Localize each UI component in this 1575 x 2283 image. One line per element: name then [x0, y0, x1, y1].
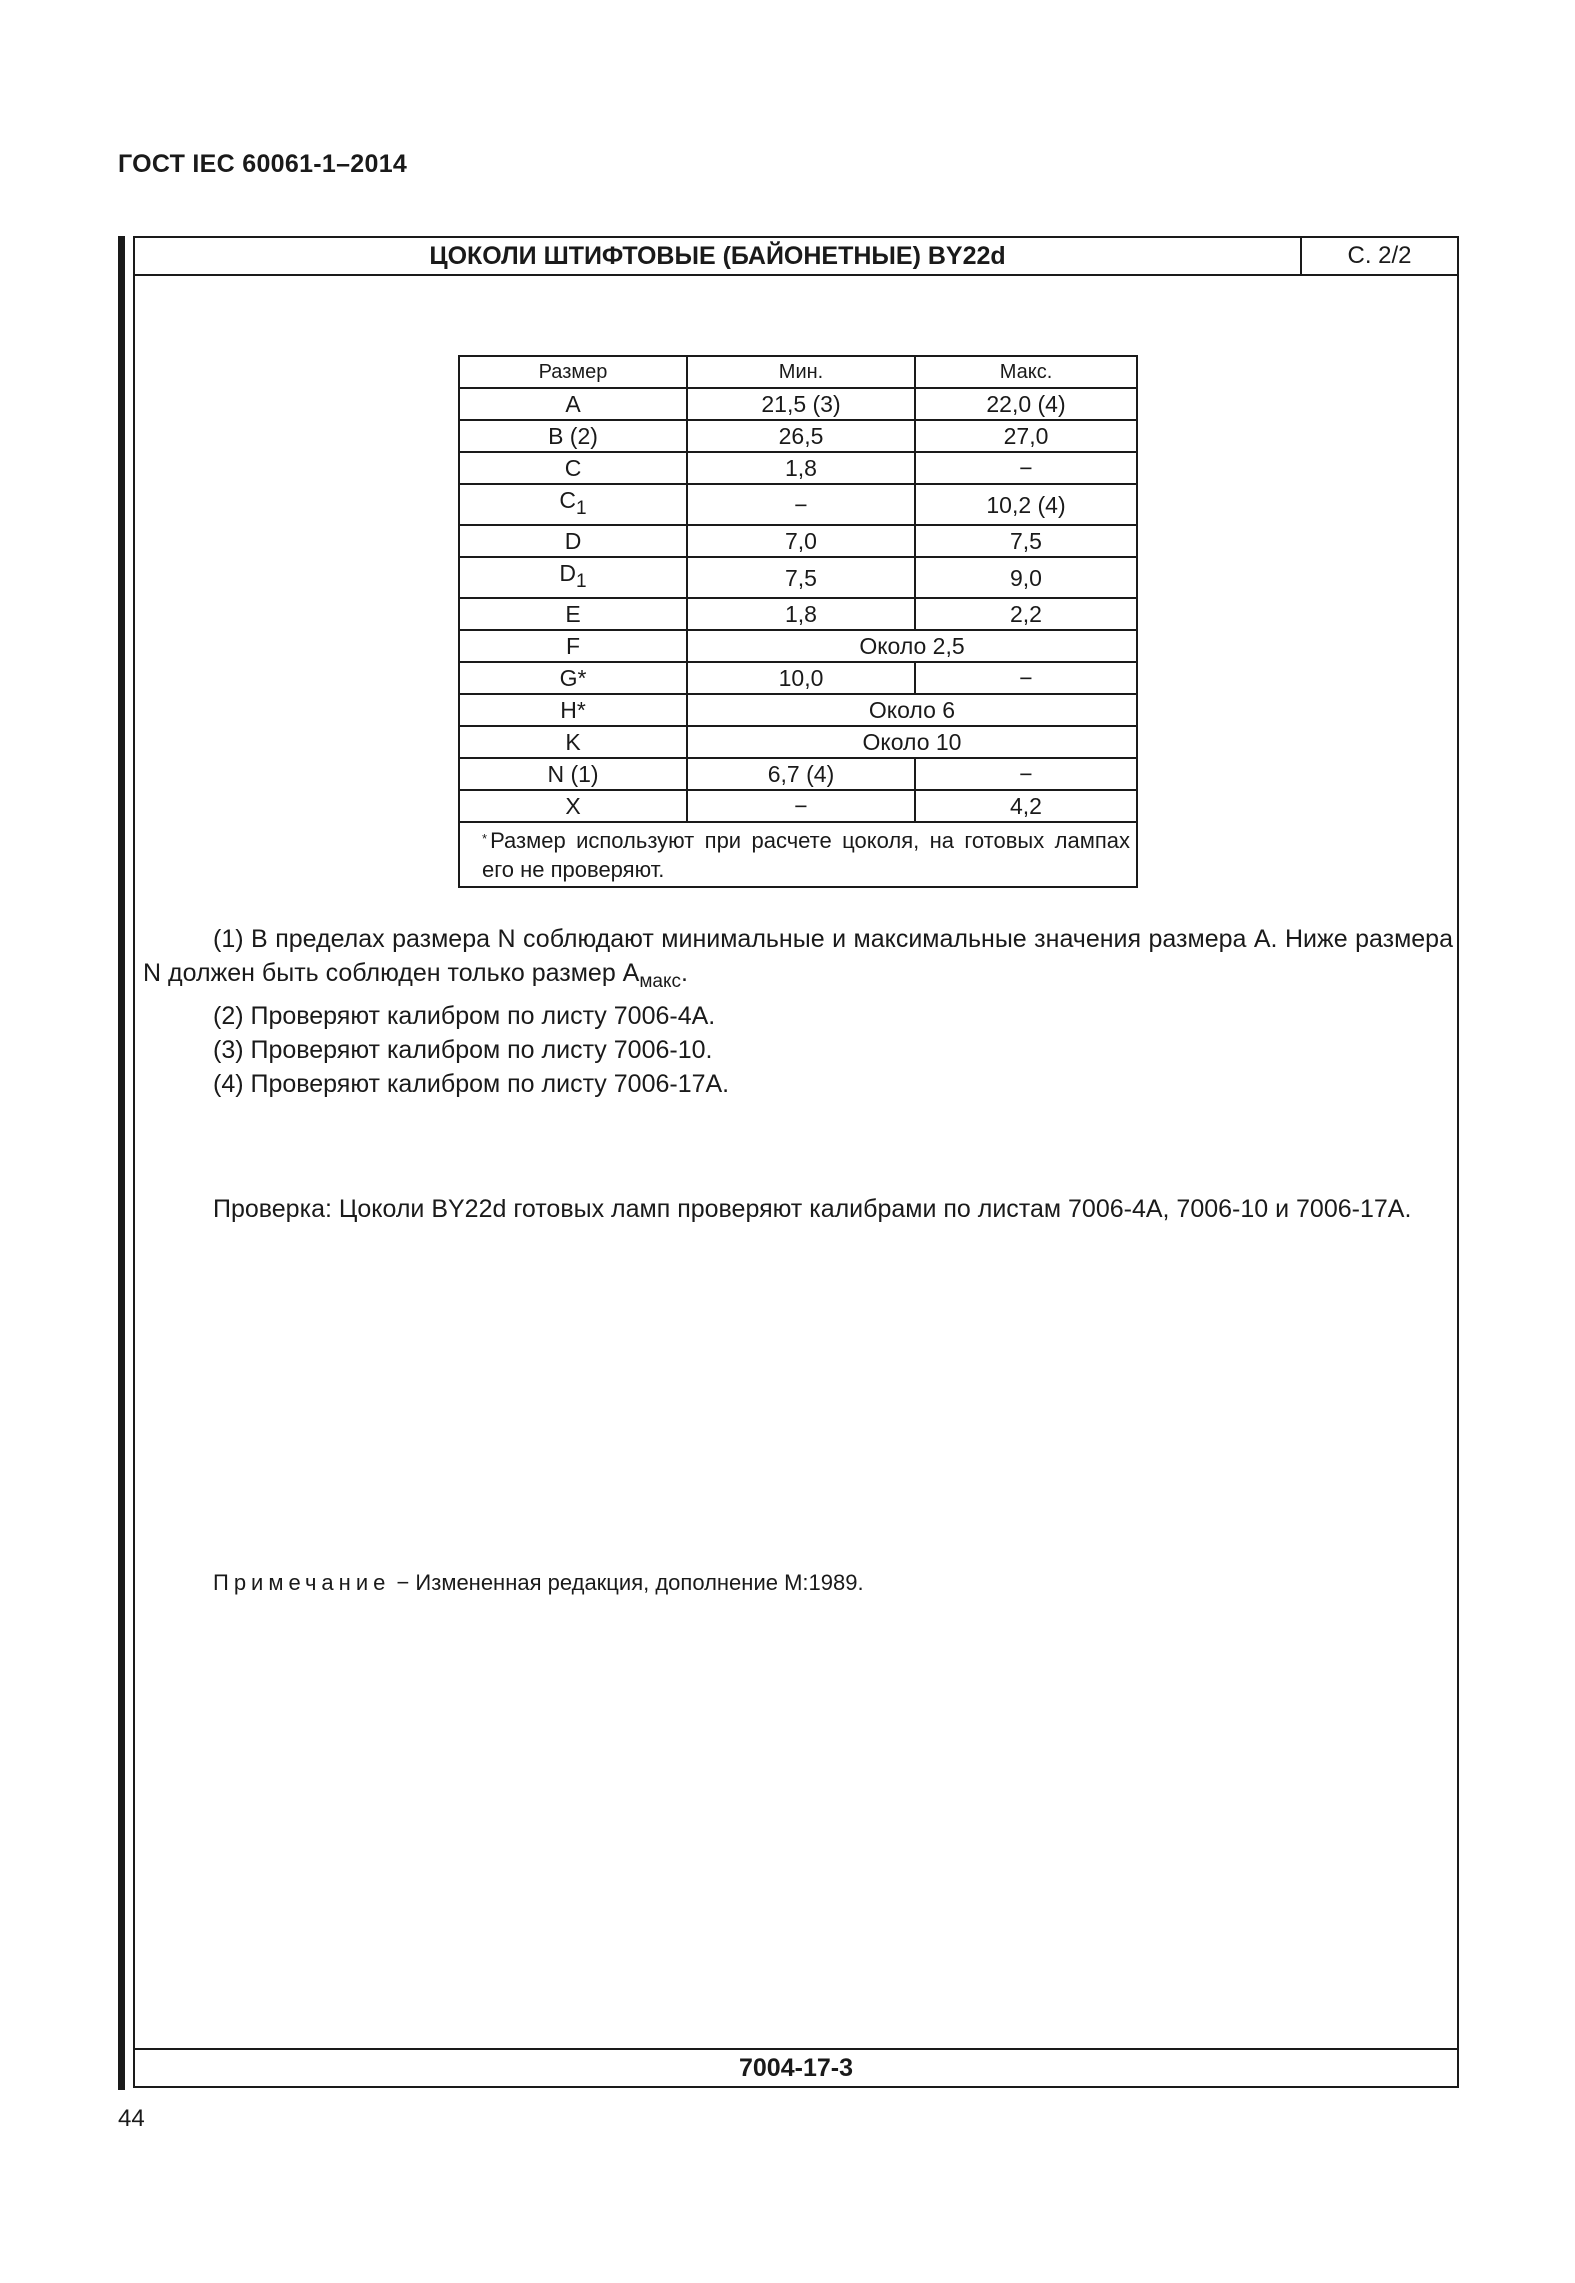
footnote-2: (2) Проверяют калибром по листу 7006-4A. — [213, 1002, 716, 1030]
dim-cell — [459, 557, 687, 598]
max-cell: 4,2 — [915, 790, 1137, 822]
merged-cell: Около 10 — [687, 726, 1137, 758]
sheet-title-row — [135, 238, 1457, 276]
min-cell: − — [687, 484, 915, 525]
footnote-1-text: (1) В пределах размера N соблюдают минимальные и максимальные значения размера A. Ниже размера N должен быть соблюден только размер A — [143, 925, 1453, 987]
table-row — [459, 726, 1137, 758]
table-row — [459, 694, 1137, 726]
table-row — [459, 598, 1137, 630]
dim-cell: D — [459, 525, 687, 557]
max-cell: 2,2 — [915, 598, 1137, 630]
table-row — [459, 452, 1137, 484]
dim-cell: C — [459, 452, 687, 484]
dim-subscript: 1 — [576, 498, 587, 519]
document-code: ГОСТ IEC 60061-1–2014 — [118, 150, 408, 178]
min-cell: 1,8 — [687, 452, 915, 484]
remark-label: Примечание — [213, 1570, 391, 1595]
dim-cell: X — [459, 790, 687, 822]
sheet-title: ЦОКОЛИ ШТИФТОВЫЕ (БАЙОНЕТНЫЕ) BY22d — [429, 242, 1006, 270]
max-cell: 10,2 (4) — [915, 484, 1137, 525]
table-header-row — [459, 356, 1137, 388]
min-cell: 7,0 — [687, 525, 915, 557]
dim-cell: F — [459, 630, 687, 662]
remark-text: − Измененная редакция, дополнение M:1989. — [390, 1570, 864, 1595]
table-row — [459, 484, 1137, 525]
change-bar — [118, 236, 125, 2090]
min-cell: 26,5 — [687, 420, 915, 452]
footnotes — [143, 922, 1453, 1101]
remark — [213, 1570, 864, 1596]
column-header: Макс. — [915, 356, 1137, 388]
max-cell: 7,5 — [915, 525, 1137, 557]
table-row — [459, 662, 1137, 694]
column-header: Мин. — [687, 356, 915, 388]
dim-cell: A — [459, 388, 687, 420]
max-cell: − — [915, 452, 1137, 484]
max-cell: 9,0 — [915, 557, 1137, 598]
min-cell: 6,7 (4) — [687, 758, 915, 790]
sheet-page-ref: С. 2/2 — [1300, 238, 1457, 274]
max-cell: − — [915, 662, 1137, 694]
max-cell: − — [915, 758, 1137, 790]
footnote-1-end: . — [681, 959, 688, 987]
column-header: Размер — [459, 356, 687, 388]
merged-cell: Около 6 — [687, 694, 1137, 726]
dimensions-table — [458, 355, 1138, 888]
sheet-footer-code: 7004-17-3 — [135, 2048, 1457, 2086]
footnote-1-subscript: макс — [639, 971, 681, 992]
dim-cell: B (2) — [459, 420, 687, 452]
dim-cell: E — [459, 598, 687, 630]
max-cell: 22,0 (4) — [915, 388, 1137, 420]
note-text: Размер используют при расчете цоколя, на готовых лампах его не проверяют. — [482, 828, 1130, 882]
page-number: 44 — [118, 2105, 145, 2132]
table-note-row — [459, 822, 1137, 887]
merged-cell: Около 2,5 — [687, 630, 1137, 662]
dim-letter: D — [559, 560, 577, 586]
dim-cell: H* — [459, 694, 687, 726]
table-note — [459, 822, 1137, 887]
dim-cell: N (1) — [459, 758, 687, 790]
verification-paragraph: Проверка: Цоколи BY22d готовых ламп проверяют калибрами по листам 7006-4A, 7006-10 и 7006-17A. — [213, 1195, 1412, 1223]
footnote-3: (3) Проверяют калибром по листу 7006-10. — [213, 1036, 713, 1064]
table-row — [459, 388, 1137, 420]
footnote-4: (4) Проверяют калибром по листу 7006-17A. — [213, 1070, 730, 1098]
table-row — [459, 758, 1137, 790]
footnote-1 — [143, 922, 1453, 999]
dim-cell — [459, 484, 687, 525]
dim-subscript: 1 — [576, 571, 587, 592]
min-cell: 7,5 — [687, 557, 915, 598]
min-cell: 10,0 — [687, 662, 915, 694]
dim-cell: G* — [459, 662, 687, 694]
table-row — [459, 525, 1137, 557]
table-row — [459, 557, 1137, 598]
table-row — [459, 420, 1137, 452]
table-row — [459, 790, 1137, 822]
min-cell: 21,5 (3) — [687, 388, 915, 420]
min-cell: − — [687, 790, 915, 822]
max-cell: 27,0 — [915, 420, 1137, 452]
table-row — [459, 630, 1137, 662]
dim-cell: K — [459, 726, 687, 758]
min-cell: 1,8 — [687, 598, 915, 630]
dim-letter: C — [559, 487, 577, 513]
note-mark: * — [482, 831, 488, 846]
